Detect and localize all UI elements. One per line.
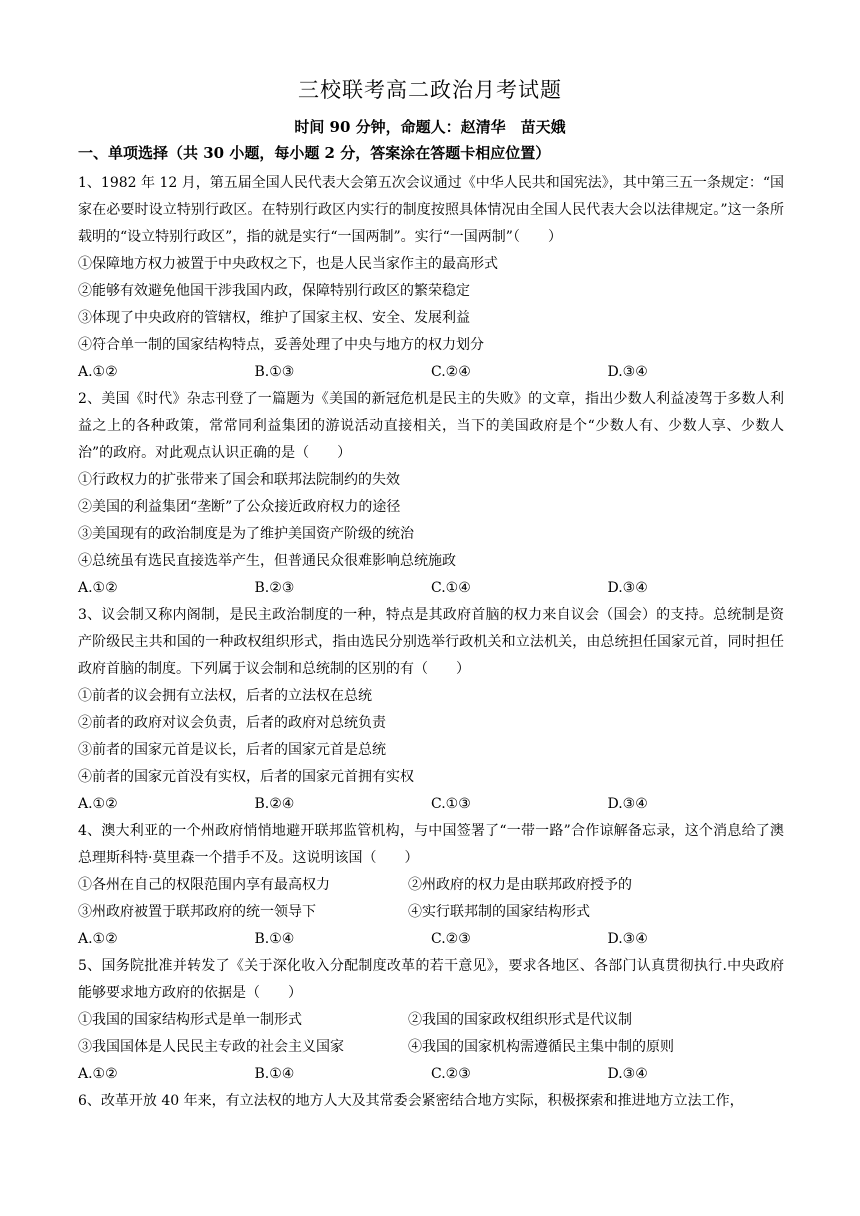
exam-title: 三校联考高二政治月考试题 [298, 78, 562, 102]
option-row [78, 899, 784, 926]
option-1: ①保障地方权力被置于中央政权之下，也是人民当家作主的最高形式 [78, 256, 498, 272]
answer-choices [78, 791, 784, 818]
answer-d: D.③④ [607, 931, 648, 947]
answer-choices [78, 575, 784, 602]
question-stem: 4、澳大利亚的一个州政府悄悄地避开联邦监管机构，与中国签署了“一带一路”合作谅解备忘录，这个消息给了澳总理斯科特·莫里森一个措手不及。这说明该国（ ） [78, 823, 784, 866]
option-row [78, 1007, 784, 1034]
answer-c: C.②④ [431, 364, 471, 380]
option-row [78, 872, 784, 899]
answer-d: D.③④ [607, 796, 648, 812]
option-1: ①行政权力的扩张带来了国会和联邦法院制约的失效 [78, 472, 400, 488]
section-heading: 一、单项选择（共 30 小题，每小题 2 分，答案涂在答题卡相应位置） [78, 144, 551, 162]
question-stem: 2、美国《时代》杂志刊登了一篇题为《美国的新冠危机是民主的失败》的文章，指出少数人利益凌驾于多数人利益之上的各种政策，常常同利益集团的游说活动直接相关，当下的美国政府是个“少数人有、少数人享、少数人治”的政府。对此观点认识正确的是（ ） [78, 391, 784, 461]
answer-a: A.①② [78, 931, 118, 947]
answer-b: B.①④ [254, 931, 295, 947]
question-1 [78, 170, 784, 386]
option-3: ③美国现有的政治制度是为了维护美国资产阶级的统治 [78, 526, 414, 542]
option-1: ①我国的国家结构形式是单一制形式 [78, 1012, 302, 1028]
answer-b: B.②③ [254, 580, 295, 596]
answer-a: A.①② [78, 364, 118, 380]
answer-choices [78, 1061, 784, 1088]
option-2: ②能够有效避免他国干涉我国内政，保障特别行政区的繁荣稳定 [78, 283, 470, 299]
option-4: ④实行联邦制的国家结构形式 [408, 904, 590, 920]
answer-choices [78, 926, 784, 953]
question-list [78, 170, 784, 1115]
option-3: ③前者的国家元首是议长，后者的国家元首是总统 [78, 742, 386, 758]
answer-b: B.②④ [254, 796, 295, 812]
answer-b: B.①③ [254, 364, 295, 380]
answer-c: C.①③ [431, 796, 471, 812]
option-3: ③体现了中央政府的管辖权，维护了国家主权、安全、发展利益 [78, 310, 470, 326]
answer-c: C.①④ [431, 580, 471, 596]
question-6 [78, 1088, 784, 1115]
option-4: ④总统虽有选民直接选举产生，但普通民众很难影响总统施政 [78, 553, 456, 569]
answer-c: C.②③ [431, 1066, 471, 1082]
question-stem: 3、议会制又称内阁制，是民主政治制度的一种，特点是其政府首脑的权力来自议会（国会）的支持。总统制是资产阶级民主共和国的一种政权组织形式，指由选民分别选举行政机关和立法机关，由总统担任国家元首，同时担任政府首脑的制度。下列属于议会制和总统制的区别的有（ ） [78, 607, 784, 677]
option-1: ①各州在自己的权限范围内享有最高权力 [78, 877, 330, 893]
question-stem: 5、国务院批准并转发了《关于深化收入分配制度改革的若干意见》，要求各地区、各部门认真贯彻执行.中央政府能够要求地方政府的依据是（ ） [78, 958, 784, 1001]
question-stem: 1、1982 年 12 月，第五届全国人民代表大会第五次会议通过《中华人民共和国宪法》，其中第三五一条规定：“国家在必要时设立特别行政区。在特别行政区内实行的制度按照具体情况由全国人民代表大会以法律规定。”这一条所载明的“设立特别行政区”，指的就是实行“一国两制”。实行“一国两制”（ ） [78, 175, 784, 245]
answer-d: D.③④ [607, 364, 648, 380]
question-4 [78, 818, 784, 953]
question-stem: 6、改革开放 40 年来，有立法权的地方人大及其常委会紧密结合地方实际，积极探索和推进地方立法工作， [78, 1093, 744, 1109]
question-3 [78, 602, 784, 818]
option-4: ④符合单一制的国家结构特点，妥善处理了中央与地方的权力划分 [78, 337, 484, 353]
option-2: ②州政府的权力是由联邦政府授予的 [408, 877, 632, 893]
option-4: ④我国的国家机构需遵循民主集中制的原则 [408, 1039, 674, 1055]
exam-subtitle: 时间 90 分钟，命题人：赵清华 苗天娥 [294, 118, 566, 136]
answer-d: D.③④ [607, 580, 648, 596]
answer-choices [78, 359, 784, 386]
question-5 [78, 953, 784, 1088]
option-3: ③我国国体是人民民主专政的社会主义国家 [78, 1039, 344, 1055]
option-3: ③州政府被置于联邦政府的统一领导下 [78, 904, 316, 920]
option-2: ②前者的政府对议会负责，后者的政府对总统负责 [78, 715, 386, 731]
answer-c: C.②③ [431, 931, 471, 947]
answer-a: A.①② [78, 796, 118, 812]
answer-d: D.③④ [607, 1066, 648, 1082]
option-1: ①前者的议会拥有立法权，后者的立法权在总统 [78, 688, 372, 704]
option-row [78, 1034, 784, 1061]
option-4: ④前者的国家元首没有实权，后者的国家元首拥有实权 [78, 769, 414, 785]
option-2: ②美国的利益集团“垄断”了公众接近政府权力的途径 [78, 499, 401, 515]
answer-a: A.①② [78, 580, 118, 596]
answer-a: A.①② [78, 1066, 118, 1082]
option-2: ②我国的国家政权组织形式是代议制 [408, 1012, 632, 1028]
question-2 [78, 386, 784, 602]
answer-b: B.①④ [254, 1066, 295, 1082]
